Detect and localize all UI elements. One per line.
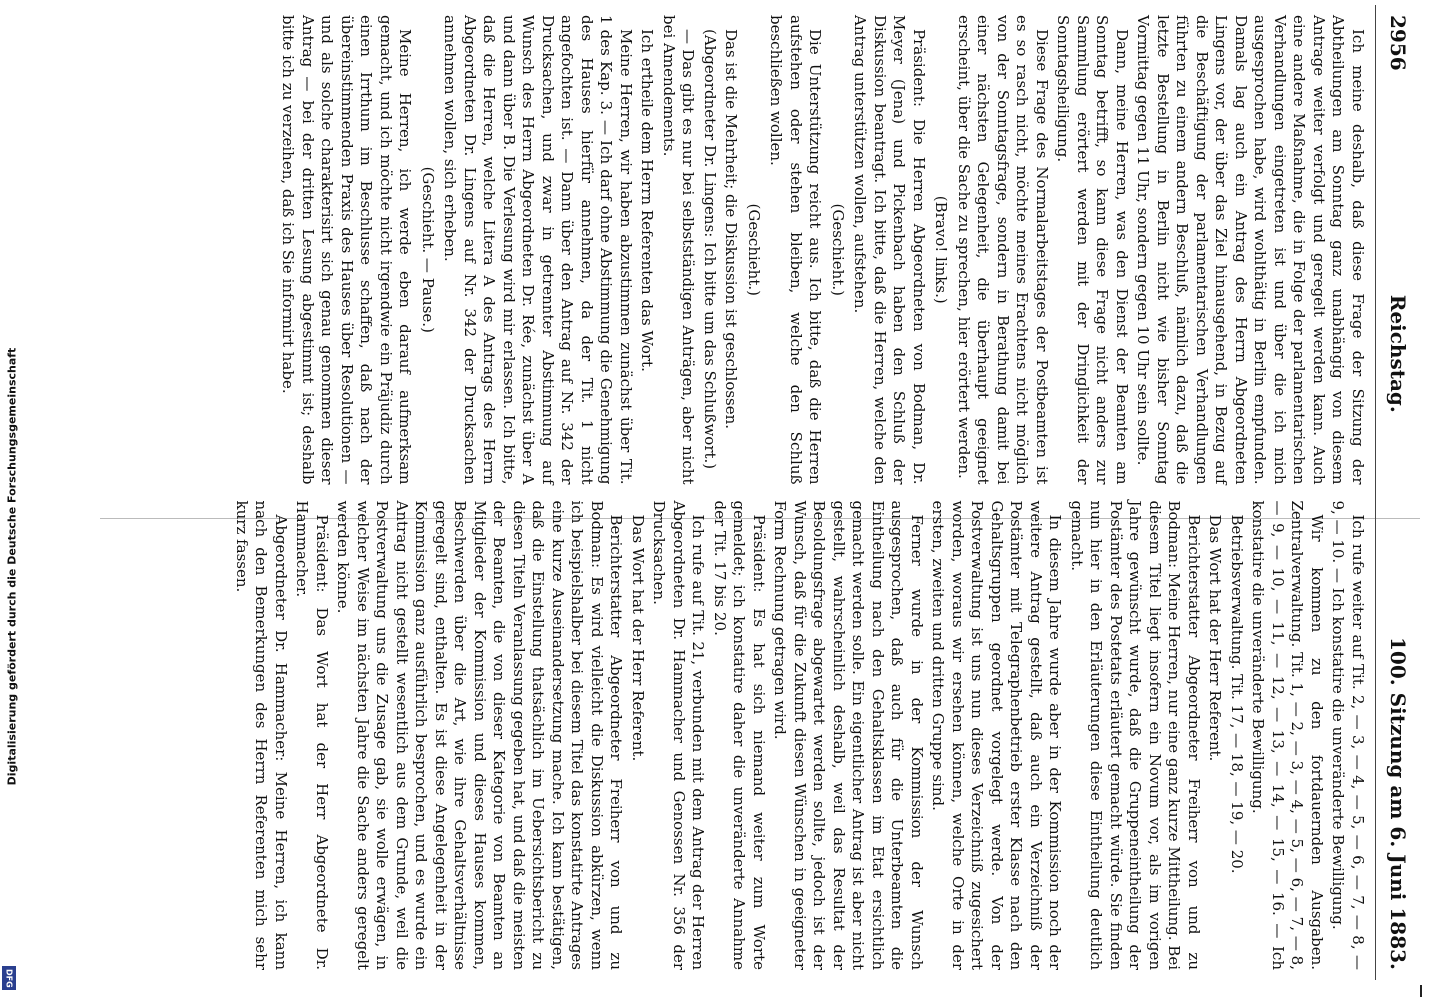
president-speech: Präsident: Es hat sich niemand weiter zum Worte gemeldet; ich konstatire daher die unveränderte Annahme der Tit. 17 bis 20. bbox=[711, 500, 768, 970]
interjection: (Geschieht. — Pause.) bbox=[419, 166, 437, 333]
rotated-page-content bbox=[30, 5, 1410, 980]
referent-speech: Berichterstatter Abgeordneter Freiherr von und zu Bodman: Es wird vielleicht die Diskussion abkürzen, wenn ich beispielshalber bei diesem Titel das konstatirte Antrages eine kurze Auseinandersetzung mache. Ich kann bestätigen, daß die Einstellung thatsächlich im Uebersichtsbericht zu diesen Titeln Veranlassung gegeben hat, und daß die meisten der Beamten, die von dieser Kategorie von Beamten an Mitglieder der Kommission und dieses Hauses kommen, Beschwerden über die Art, wie ihre Gehaltsverhältnisse geregelt sind, enthalten. Es ist diese Angelegenheit in der Kommission ganz ausführlich besprochen, und es wurde ein Antrag nicht gestellt wesentlich aus dem Grunde, weil die Postverwaltung uns die Zusage gab, sie wolle erwägen, in welcher Weise im nächsten Jahre die Sache anders geregelt werden könne. bbox=[334, 500, 626, 970]
funding-note: Digitalisierung gefördert durch die Deutsche Forschungsgemeinschaft bbox=[5, 347, 19, 786]
interjection: (Abgeordneter Dr. Lingens: Ich bitte um das Schlußwort.) bbox=[701, 29, 719, 470]
president-speech: Präsident: Die Herren Abgeordneten von Bodman, Dr. Meyer (Jena) und Pickenbach haben den Schluß der Diskussion beantragt. Ich bitte, daß die Herren, welche den Antrag unterstützen wollen, aufstehen. bbox=[851, 15, 928, 485]
referent-speech: Berichterstatter Abgeordneter Freiherr von und zu Bodman: Meine Herren, nur eine ganz kurze Mittheilung. Bei diesem Titel liegt insofern ein Novum vor, als im vorigen Jahre gewünscht wurde, daß die Gruppeneintheilung der Postämter des Postetats erläutert gemacht würde. Sie finden nun hier in den Erläuterungen diese Eintheilung deutlich gemacht. bbox=[1068, 500, 1203, 970]
dfg-logo: DFG bbox=[2, 966, 16, 990]
paragraph: Das Wort hat der Herr Referent. bbox=[1206, 514, 1225, 762]
paragraph: Das ist die Mehrheit; die Diskussion ist geschlossen. bbox=[722, 29, 741, 430]
right-column bbox=[230, 501, 1368, 971]
page-header bbox=[1375, 5, 1410, 980]
interjection: (Bravo! links.) bbox=[932, 195, 951, 304]
page-number: 2956 bbox=[1386, 15, 1410, 71]
paragraph: Meine Herren, ich werde eben darauf aufmerksam gemacht, und ich möchte nicht irgendwie ein Präjudiz durch einen Irrthum im Beschlusse schaffen, daß nach der übereinstimmenden Praxis des Hauses über Resolutionen — und als solche charakterisirt sich genau genommen dieser Antrag — bei der dritten Lesung abgestimmt ist; deshalb bitte ich zu verzeihen, daß ich Sie informirt habe. bbox=[279, 15, 415, 485]
paragraph: Ich meine deshalb, daß diese Frage der Sitzung der Abtheilungen am Sonntag ganz unabhängig von diesem Antrage weiter verfolgt und geregelt werden kann. Auch eine andere Maßnahme, die in Folge der parlamentarischen Verhandlungen eingetreten ist und über die ich mich ausgesprochen habe, wird wohlthätig in Berlin empfunden. Damals lag auch ein Antrag des Herrn Abgeordneten Lingens vor, der über das Ziel hinausgehend, in Bezug auf die Beschäftigung der parlamentarischen Verhandlungen führten zu einem andern Beschluß, nämlich dazu, daß die letzte Bestellung in Berlin nicht wie bisher Sonntag Vormittag gegen 11 Uhr, sondern gegen 10 Uhr sein sollte. bbox=[1134, 15, 1367, 485]
paragraph: Dann, meine Herren, was den Dienst der Beamten am Sonntag betrifft, so kann diese Frage nicht anders zur Sammlung erörtert werden mit der Dringlichkeit der Sonntagsheiligung. bbox=[1054, 15, 1131, 485]
text-columns bbox=[230, 5, 1376, 980]
paragraph: — Das gibt es nur bei selbstständigen Anträgen, aber nicht bei Amendements. bbox=[660, 15, 698, 485]
running-title: Reichstag. bbox=[1386, 294, 1410, 413]
paragraph: Wir kommen zu den fortdauernden Ausgaben. Zentralverwaltung. Tit. 1, — 2, — 3, — 4, — 5, — 6, — 7, — 8, — 9, — 10, — 11, — 12, — 13, — 14, — 15, — 16. — Ich konstatire die unveränderte Bewilligung. bbox=[1249, 500, 1326, 970]
paragraph: Das Wort hat der Herr Referent. bbox=[629, 514, 647, 762]
paragraph: Die Unterstützung reicht aus. Ich bitte, daß die Herren aufstehen oder stehen bleiben, welche den Schluß beschließen wollen. bbox=[767, 15, 825, 485]
paragraph: Betriebsverwaltung. Tit. 17, — 18, — 19, — 20. bbox=[1228, 514, 1246, 874]
paragraph: Ich rufe weiter auf Tit. 2, — 3, — 4, — 5, — 6, — 7, — 8, — 9, — 10. — Ich konstatire die unveränderte Bewilligung. bbox=[1329, 500, 1367, 970]
paragraph: Abgeordneter Dr. Hammacher: Meine Herren, ich kann nach den Bemerkungen des Herrn Referenten mich sehr kurz fassen. bbox=[233, 500, 290, 970]
digitization-margin bbox=[0, 0, 20, 1000]
left-column bbox=[230, 15, 1368, 485]
session-title: 100. Sitzung am 6. Juni 1883. bbox=[1386, 637, 1410, 970]
interjection: (Geschieht.) bbox=[745, 203, 763, 296]
president-speech: Präsident: Das Wort hat der Herr Abgeordnete Dr. Hammacher. bbox=[293, 500, 331, 970]
page-edge-mark bbox=[1420, 985, 1422, 997]
paragraph: Ich rufe auf Tit. 21, verbunden mit dem Antrag der Herren Abgeordneten Dr. Hammacher und Genossen Nr. 356 der Drucksachen. bbox=[650, 500, 708, 970]
paragraph: Ferner wurde in der Kommission der Wunsch ausgesprochen, daß auch für die Unterbeamten die Eintheilung nach den Gehaltsklassen im Etat ersichtlich gemacht werden solle. Ein eigentlicher Antrag ist aber nicht gestellt, wahrscheinlich deshalb, weil das Resultat der Besoldungsfrage abgewartet werden sollte, jedoch ist der Wunsch, daß für die Zukunft diesen Wünschen in geeigneter Form Rechnung getragen wird. bbox=[771, 500, 926, 970]
paragraph: Ich ertheile dem Herrn Referenten das Wort. bbox=[638, 29, 657, 372]
interjection: (Geschieht.) bbox=[829, 203, 847, 296]
paragraph: Diese Frage des Normalarbeitstages der Postbeamten ist es so rasch nicht, möchte meines Erachtens nicht möglich von der Sonntagsfrage, sondern in Berathung damit bei einer nächsten Gelegenheit, die überhaupt geeignet erscheint, über die Sache zu sprechen, hier erörtert werden. bbox=[955, 15, 1051, 485]
paragraph: Meine Herren, wir haben abzustimmen zunächst über Tit. 1 des Kap. 3. — Ich darf ohne Abstimmung die Genehmigung des Hauses hierfür annehmen, da der Tit. 1 nicht angefochten ist. — Dann über den Antrag auf Nr. 342 der Drucksachen, und zwar in getrennter Abstimmung auf Wunsch des Herrn Abgeordneten Dr. Rée, zunächst über A und dann über B. Die Verlesung wird mir erlassen. Ich bitte, daß die Herren, welche Litera A des Antrags des Herrn Abgeordneten Dr. Lingens auf Nr. 342 der Drucksachen annehmen wollen, sich erheben. bbox=[441, 15, 635, 485]
paragraph: In diesem Jahre wurde aber in der Kommission noch der weitere Antrag gestellt, daß auch ein Verzeichniß der Postämter mit Telegraphenbetrieb erster Klasse nach den Gehaltsgruppen geordnet vorgelegt werde. Von der Postverwaltung ist uns nun dieses Verzeichniß zugesichert worden, woraus wir ersehen können, welche Orte in der ersten, zweiten und dritten Gruppe sind. bbox=[929, 500, 1065, 970]
